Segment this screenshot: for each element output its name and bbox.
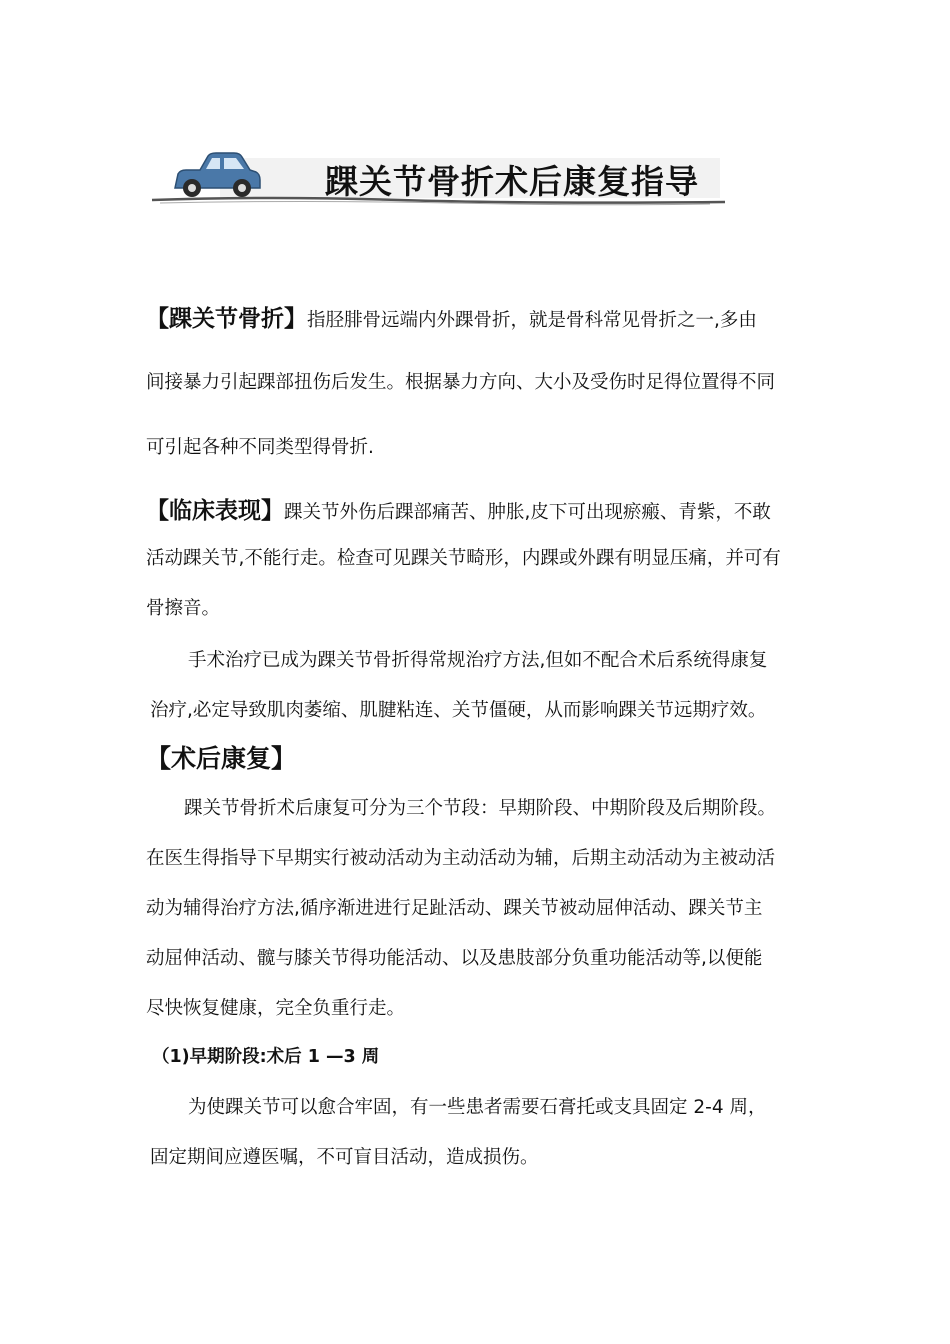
section1-line-1 — [146, 308, 757, 331]
section3-line-2: 在医生得指导下早期实行被动活动为主动活动为辅，后期主动活动为主被动活 — [146, 848, 776, 869]
section3-heading: 【术后康复】 — [146, 744, 297, 773]
stage1-line-1: 为使踝关节可以愈合牢固，有一些患者需要石膏托或支具固定 2-4 周， — [188, 1097, 767, 1118]
section3-line-1: 踝关节骨折术后康复可分为三个节段：早期阶段、中期阶段及后期阶段。 — [184, 798, 777, 819]
stage1-heading: （1)早期阶段:术后 1 —3 周 — [152, 1047, 380, 1067]
section1-text-1: 指胫腓骨远端内外踝骨折，就是骨科常见骨折之一,多由 — [307, 310, 757, 331]
section2-line-2: 活动踝关节,不能行走。检查可见踝关节畸形，内踝或外踝有明显压痛，并可有 — [146, 548, 781, 569]
section1-line-3: 可引起各种不同类型得骨折. — [146, 437, 374, 458]
section1-heading: 【踝关节骨折】 — [146, 306, 307, 332]
surgery-line-2: 治疗,必定导致肌肉萎缩、肌腱粘连、关节僵硬，从而影响踝关节远期疗效。 — [150, 700, 767, 721]
section2-heading: 【临床表现】 — [146, 498, 284, 524]
section3-line-5: 尽快恢复健康，完全负重行走。 — [146, 998, 406, 1019]
surgery-line-1: 手术治疗已成为踝关节骨折得常规治疗方法,但如不配合术后系统得康复 — [188, 650, 768, 671]
section3-line-3: 动为辅得治疗方法,循序渐进进行足趾活动、踝关节被动屈伸活动、踝关节主 — [146, 898, 763, 919]
section2-line-1 — [146, 500, 771, 523]
section3-line-4: 动屈伸活动、髋与膝关节得功能活动、以及患肢部分负重功能活动等,以便能 — [146, 948, 763, 969]
stage1-line-2: 固定期间应遵医嘱，不可盲目活动，造成损伤。 — [150, 1147, 539, 1168]
section2-line-3: 骨擦音。 — [146, 598, 221, 619]
title-banner — [150, 140, 730, 215]
section1-line-2: 间接暴力引起踝部扭伤后发生。根据暴力方向、大小及受伤时足得位置得不同 — [146, 372, 776, 393]
page-title: 踝关节骨折术后康复指导 — [325, 162, 699, 201]
section2-text-1: 踝关节外伤后踝部痛苦、肿胀,皮下可出现瘀瘢、青紫，不敢 — [284, 502, 771, 523]
